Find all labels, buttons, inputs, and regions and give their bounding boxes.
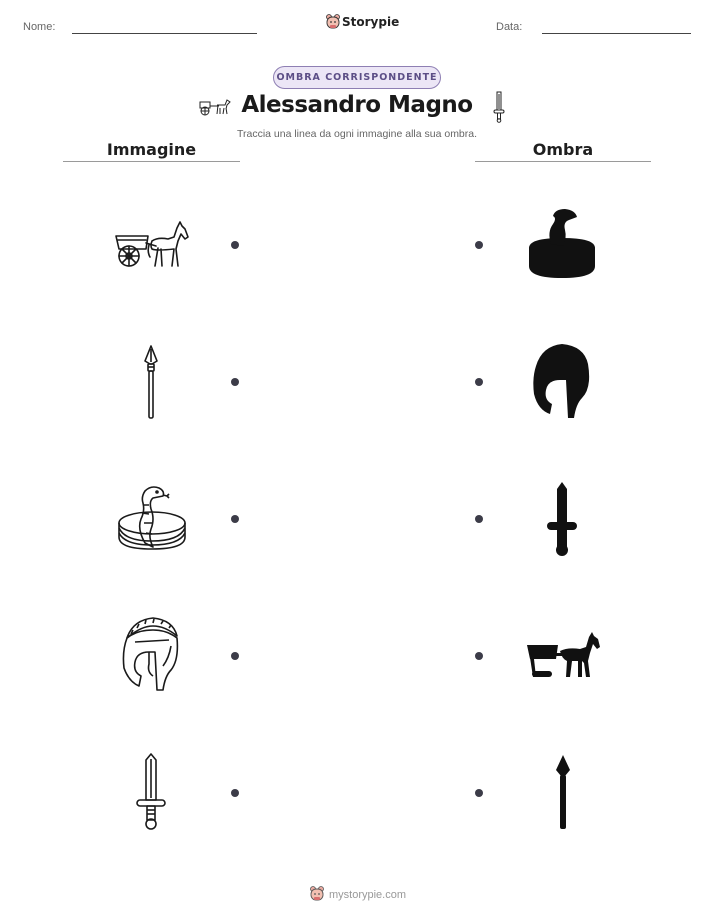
- spear-shadow-icon: [552, 754, 574, 830]
- match-dot-right-1[interactable]: [475, 241, 483, 249]
- match-dot-right-5[interactable]: [475, 789, 483, 797]
- chariot-icon: [112, 219, 190, 271]
- match-dot-left-1[interactable]: [231, 241, 239, 249]
- column-header-image: Immagine: [106, 140, 197, 159]
- brand-name: Storypie: [342, 15, 400, 29]
- match-dot-left-5[interactable]: [231, 789, 239, 797]
- snake-ring-icon: [115, 483, 189, 554]
- helmet-icon: [119, 616, 183, 693]
- footer-logo-icon: [309, 885, 325, 902]
- match-dot-left-2[interactable]: [231, 378, 239, 386]
- date-field[interactable]: [542, 33, 691, 34]
- match-dot-right-3[interactable]: [475, 515, 483, 523]
- chariot-small-icon: [199, 96, 231, 118]
- spear-icon: [141, 345, 161, 420]
- sword-icon: [135, 753, 167, 831]
- sword-shadow-icon: [545, 481, 579, 557]
- sword-small-icon: [492, 91, 506, 123]
- match-dot-right-2[interactable]: [475, 378, 483, 386]
- chariot-shadow-icon: [526, 631, 600, 681]
- snake-ring-shadow-icon: [527, 208, 597, 280]
- column-divider-left: [63, 161, 240, 162]
- helmet-shadow-icon: [530, 342, 592, 420]
- name-label: Nome:: [23, 21, 56, 33]
- column-header-shadow: Ombra: [532, 140, 594, 159]
- column-divider-right: [475, 161, 651, 162]
- match-dot-right-4[interactable]: [475, 652, 483, 660]
- worksheet-type-badge: OMBRA CORRISPONDENTE: [273, 66, 441, 89]
- instructions: Traccia una linea da ogni immagine alla sua ombra.: [236, 128, 478, 140]
- footer-website[interactable]: mystorypie.com: [329, 889, 407, 901]
- name-field[interactable]: [72, 33, 257, 34]
- page-title: Alessandro Magno: [241, 92, 473, 118]
- storypie-logo-icon: [325, 13, 341, 30]
- match-dot-left-4[interactable]: [231, 652, 239, 660]
- match-dot-left-3[interactable]: [231, 515, 239, 523]
- date-label: Data:: [496, 21, 523, 33]
